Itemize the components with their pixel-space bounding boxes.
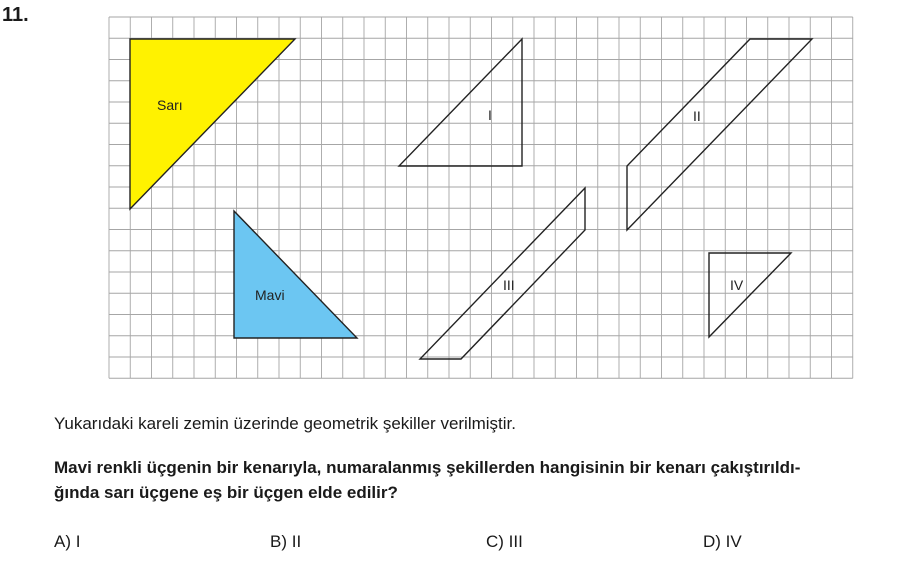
intro-text: Yukarıdaki kareli zemin üzerinde geometrik şekiller verilmiştir. xyxy=(54,414,516,433)
shape-one-triangle xyxy=(399,39,522,166)
question-number: 11. xyxy=(2,4,29,26)
blue-triangle-label: Mavi xyxy=(255,287,285,303)
shape-four-triangle xyxy=(709,253,791,337)
question-prompt-line-2: ğında sarı üçgene eş bir üçgen elde edilir? xyxy=(54,483,398,502)
option-c[interactable]: C) III xyxy=(486,532,523,551)
shape-two-label: II xyxy=(693,108,701,124)
shape-four-label: IV xyxy=(730,277,744,293)
shape-one-label: I xyxy=(488,107,492,123)
option-d[interactable]: D) IV xyxy=(703,532,742,551)
shape-three-parallelogram xyxy=(420,188,585,359)
yellow-triangle xyxy=(130,39,295,209)
question-prompt xyxy=(54,455,894,505)
shape-three-label: III xyxy=(503,277,515,293)
option-b[interactable]: B) II xyxy=(270,532,302,551)
yellow-triangle-label: Sarı xyxy=(157,97,183,113)
option-a[interactable]: A) I xyxy=(54,532,81,551)
question-prompt-line-1: Mavi renkli üçgenin bir kenarıyla, numaralanmış şekillerden hangisinin bir kenarı çakıştırıldı- xyxy=(54,458,801,477)
shape-two-parallelogram xyxy=(627,39,812,230)
blue-triangle xyxy=(234,211,357,338)
